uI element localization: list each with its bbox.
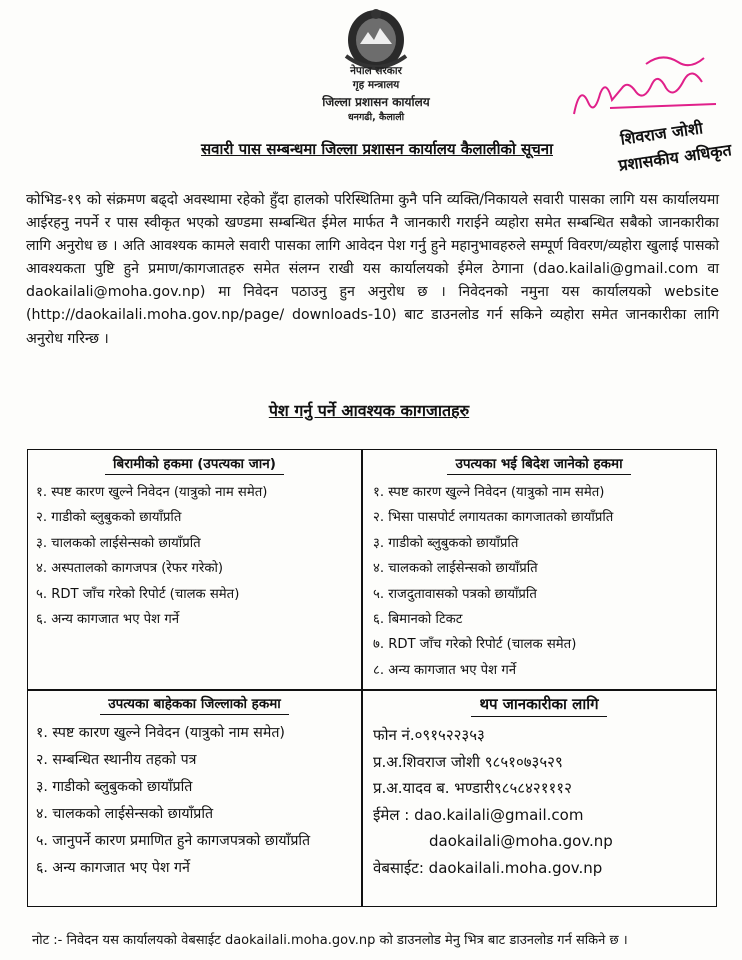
contact-info-list [373, 722, 613, 881]
contact-email: ईमेल : dao.kailali@gmail.com [373, 805, 584, 824]
list-item: ५. जानुपर्ने कारण प्रमाणित हुने कागजपत्रको छायाँप्रति [36, 833, 311, 849]
emblem-line-1: नेपाल सरकार [350, 65, 402, 77]
list-item: ३. गाडीको ब्लुबुकको छायाँप्रति [373, 535, 519, 551]
list-item: २. गाडीको ब्लुबुकको छायाँप्रति [36, 510, 182, 526]
emblem-line-4: धनगढी, कैलाली [347, 112, 405, 123]
stamp-name: शिवराज जोशी [619, 118, 705, 149]
emblem-line-2: गृह मन्त्रालय [352, 79, 400, 91]
list-item: २. भिसा पासपोर्ट लगायतका कागजातको छायाँप्रति [373, 510, 614, 526]
list-item: ६. अन्य कागजात भए पेश गर्ने [36, 611, 180, 627]
stamp-designation: प्रशासकीय अधिकृत [617, 140, 733, 175]
contact-phone: फोन नं.०९१५२२३५३ [373, 726, 485, 744]
patients-section-heading: बिरामीको हकमा (उपत्यका जान) [28, 454, 361, 475]
list-item: ४. चालकको लाईसेन्सको छायाँप्रति [373, 561, 538, 577]
list-item: ३. गाडीको ब्लुबुकको छायाँप्रति [36, 779, 193, 795]
required-documents-heading: पेश गर्नु पर्ने आवश्यक कागजातहरु [268, 401, 470, 420]
other-districts-section-heading: उपत्यका बाहेकका जिल्लाको हकमा [28, 694, 361, 715]
handwritten-signature [566, 44, 736, 124]
list-item: ६. अन्य कागजात भए पेश गर्ने [36, 860, 190, 876]
contact-website: वेबसाईट: daokailali.moha.gov.np [373, 858, 603, 877]
footer-note: नोट :- निवेदन यस कार्यालयको वेबसाईट daokailali.moha.gov.np को डाउनलोड मेनु भित्र बाट डाउनलोड गर्न सकिने छ । [32, 933, 628, 948]
notice-body: कोभिड-१९ को संक्रमण बढ्दो अवस्थामा रहेको हुँदा हालको परिस्थितिमा कुनै पनि व्यक्ति/निकायले सवारी पासका लागि यस कार्यालयमा आईरहनु नपर्ने र पास स्वीकृत भएको खण्डमा सम्बन्धित ईमेल मार्फत नै जानकारी गराईने व्यहोरा समेत सम्बन्धित सबैको जानकारीका लागि अनुरोध छ । अति आवश्यक कामले सवारी पासका लागि आवेदन पेश गर्नु हुने महानुभावहरुले सम्पूर्ण विवरण/व्यहोरा खुलाई पासको आवश्यकता पुष्टि हुने प्रमाण/कागजातहरु समेत संलग्न राखी यस कार्यालयको ईमेल ठेगाना (dao.kailali@gmail.com वा daokailali@moha.gov.np) मा निवेदन पठाउनु हुन अनुरोध छ । निवेदनको नमुना यस कार्यालयको website (http://daokailali.moha.gov.np/page/ downloads-10) बाट डाउनलोड गर्न सकिने व्यहोरा समेत जानकारीका लागि अनुरोध गरिन्छ । [26, 192, 719, 347]
abroad-section-heading: उपत्यका भई बिदेश जानेको हकमा [363, 454, 715, 475]
abroad-document-list [373, 480, 613, 683]
other-districts-document-list [36, 720, 310, 882]
notice-title: सवारी पास सम्बन्धमा जिल्ला प्रशासन कार्यालय कैलालीको सूचना [201, 140, 553, 158]
list-item: २. सम्बन्धित स्थानीय तहको पत्र [36, 752, 197, 768]
list-item: ५. राजदुतावासको पत्रको छायाँप्रति [373, 586, 537, 602]
documents-table [27, 449, 717, 907]
list-item: १. स्पष्ट कारण खुल्ने निवेदन (यात्रुको नाम समेत) [36, 485, 268, 500]
patients-document-list [36, 480, 267, 632]
contact-email-alt: daokailali@moha.gov.np [429, 832, 613, 850]
list-item: ८. अन्य कागजात भए पेश गर्ने [373, 662, 517, 678]
list-item: ३. चालकको लाईसेन्सको छायाँप्रति [36, 535, 201, 551]
contact-officer-2: प्र.अ.यादव ब. भण्डारी९८५८४२१११२ [373, 779, 572, 797]
contact-officer-1: प्र.अ.शिवराज जोशी ९८५१०७३५२९ [373, 752, 563, 771]
table-divider-horizontal [28, 689, 716, 691]
list-item: १. स्पष्ट कारण खुल्ने निवेदन (यात्रुको नाम समेत) [36, 725, 285, 741]
table-divider-vertical [361, 450, 363, 906]
list-item: ४. चालकको लाईसेन्सको छायाँप्रति [36, 806, 214, 822]
contact-section-heading: थप जानकारीका लागि [363, 694, 715, 717]
list-item: ६. बिमानको टिकट [373, 611, 463, 627]
list-item: ७. RDT जाँच गरेको रिपोर्ट (चालक समेत) [373, 637, 577, 653]
emblem-line-3: जिल्ला प्रशासन कार्यालय [322, 95, 430, 109]
list-item: १. स्पष्ट कारण खुल्ने निवेदन (यात्रुको नाम समेत) [373, 485, 605, 500]
list-item: ५. RDT जाँच गरेको रिपोर्ट (चालक समेत) [36, 586, 240, 602]
list-item: ४. अस्पतालको कागजपत्र (रेफर गरेको) [36, 561, 224, 577]
office-letterhead [316, 4, 436, 154]
